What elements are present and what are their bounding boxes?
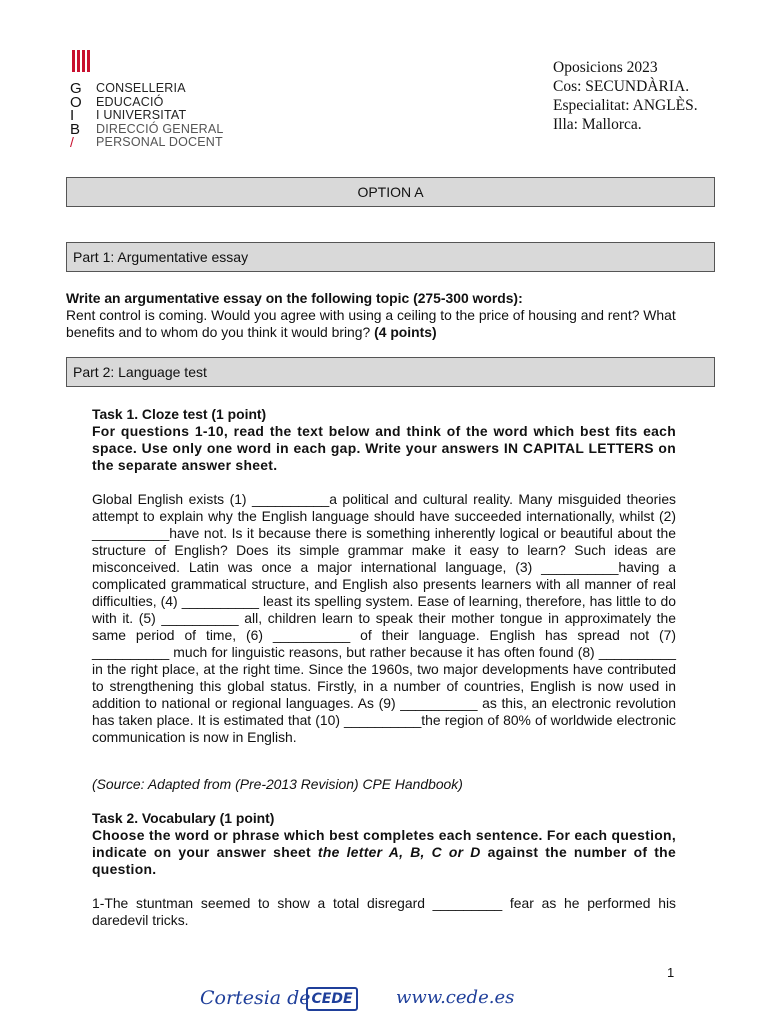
- essay-topic: Rent control is coming. Would you agree with using a ceiling to the price of housing and rent? What benefits and to whom do you think it would bring? (4 points): [66, 307, 676, 340]
- logo-line: B DIRECCIÓ GENERAL: [70, 120, 224, 138]
- task1-instruction: For questions 1-10, read the text below and think of the word which best fits each space. Use only one word in each gap. Write your answers IN CAPITAL LETTERS on the separate answer sheet.: [92, 423, 676, 473]
- task2-instruction-emphasis: the letter A, B, C or D: [317, 844, 481, 860]
- task2-instruction: Choose the word or phrase which best completes each sentence. For each question, indicate on your answer sheet the letter A, B, C or D against the number of the question.: [92, 827, 676, 877]
- part2-title: Part 2: Language test: [66, 357, 715, 387]
- vocabulary-question-1: 1-The stuntman seemed to show a total disregard _________ fear as he performed his daredevil tricks.: [92, 895, 676, 928]
- exam-info: [553, 58, 698, 134]
- exam-info-line: Oposicions 2023: [553, 59, 658, 76]
- task2-title: Task 2. Vocabulary (1 point): [92, 810, 275, 826]
- goib-logo: [70, 48, 270, 158]
- task1-title: Task 1. Cloze test (1 point): [92, 406, 267, 422]
- exam-info-line: Illa: Mallorca.: [553, 116, 642, 133]
- logo-line: / PERSONAL DOCENT: [70, 134, 223, 151]
- option-title: OPTION A: [66, 177, 715, 207]
- exam-info-line: Cos: SECUNDÀRIA.: [553, 78, 690, 95]
- cloze-text: Global English exists (1) __________a political and cultural reality. Many misguided theories attempt to explain why the English language should have succeeded internationally, whilst (2) __________have not. Is it because there is something inherently logical or beautiful about the structure of English? Does its simple grammar make it easy to learn? Such ideas are misconceived. Latin was once a major international language, (3) __________having a complicated grammatical structure, and English also presents learners with all manner of real difficulties, (4) __________ least its spelling system. Ease of learning, therefore, has little to do with it. (5) __________ all, children learn to speak their mother tongue in approximately the same period of time, (6) __________ of their language. English has spread not (7) __________ much for linguistic reasons, but rather because it has often found (8) __________ in the right place, at the right time. Since the 1960s, two major developments have contributed to strengthening this global status. Firstly, in a number of countries, English is now used in addition to national or regional languages. As (9) __________ as this, an electronic revolution has taken place. It is estimated that (10) __________the region of 80% of worldwide electronic communication is now in English.: [92, 491, 676, 745]
- page-number: 1: [667, 965, 675, 980]
- task2-header: [92, 810, 676, 878]
- essay-section: [66, 290, 716, 341]
- essay-points: (4 points): [374, 324, 437, 340]
- cloze-source: (Source: Adapted from (Pre-2013 Revision) CPE Handbook): [92, 776, 463, 792]
- exam-info-line: Especialitat: ANGLÈS.: [553, 97, 698, 114]
- cede-logo: CEDE: [306, 987, 358, 1011]
- footer: [196, 985, 536, 1015]
- footer-url: www.cede.es: [396, 987, 515, 1008]
- logo-line: O EDUCACIÓ: [70, 93, 164, 111]
- footer-cortesia: Cortesia de: [200, 987, 311, 1009]
- logo-line: I I UNIVERSITAT: [70, 107, 187, 125]
- essay-instruction: Write an argumentative essay on the following topic (275-300 words):: [66, 290, 523, 306]
- logo-line: G CONSELLERIA: [70, 80, 186, 97]
- task1-header: [92, 406, 676, 474]
- goib-emblem-icon: [72, 50, 92, 72]
- part1-title: Part 1: Argumentative essay: [66, 242, 715, 272]
